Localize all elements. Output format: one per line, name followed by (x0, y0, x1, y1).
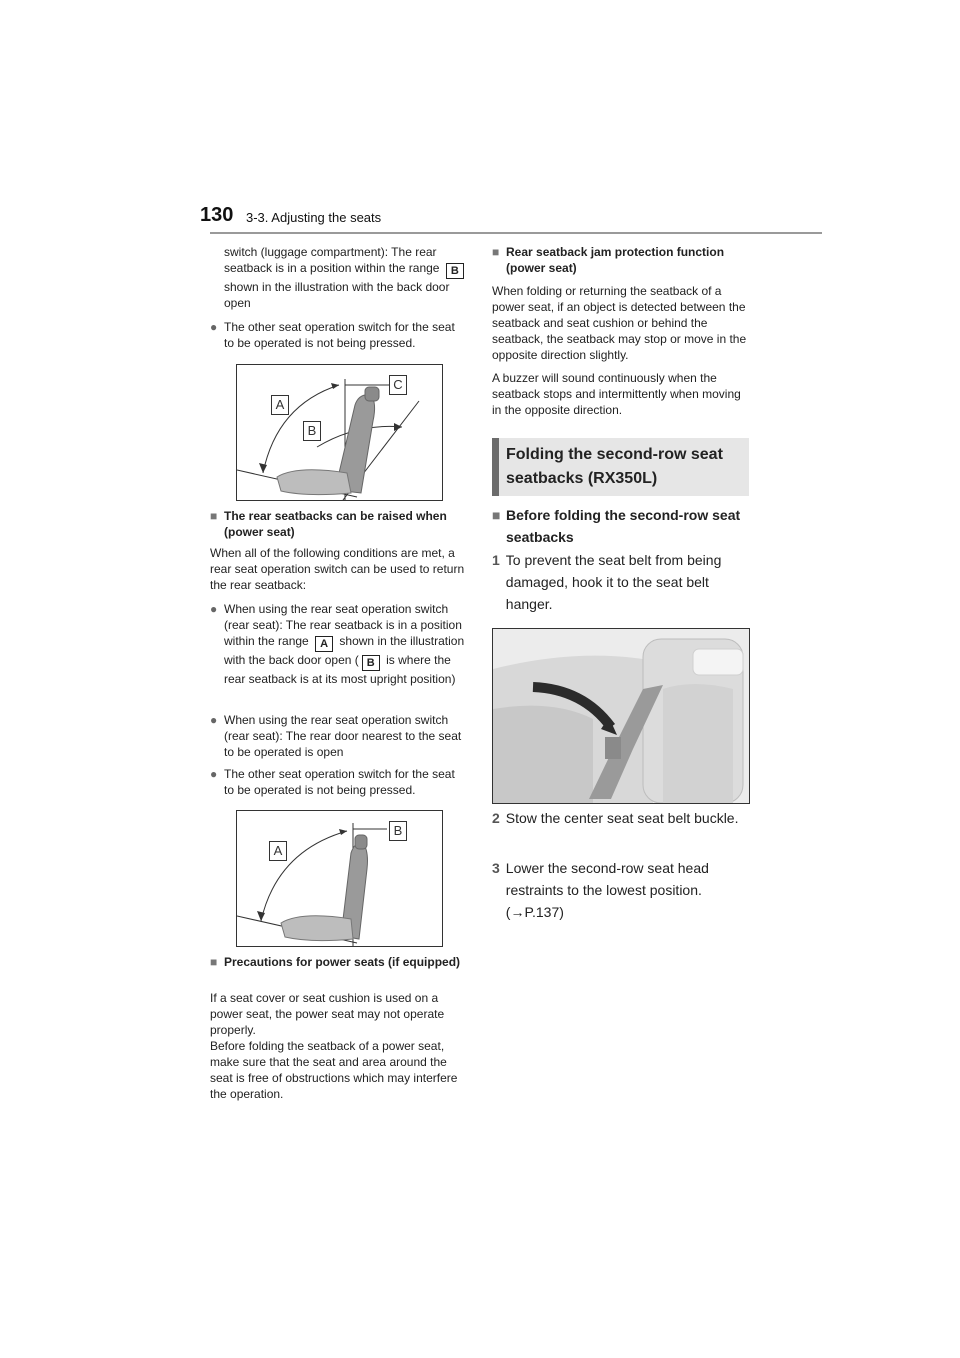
continued-bullet-text (210, 244, 468, 311)
precautions-paragraph-1: If a seat cover or seat cushion is used on a power seat, the power seat may not operate properly. (210, 991, 445, 1037)
page-number: 130 (200, 204, 234, 226)
step-number: 1 (492, 552, 500, 568)
seatback-range-illustration-2 (236, 810, 443, 947)
fold-section-title: Folding the second-row seat seatbacks (RX350L) (506, 446, 723, 487)
square-bullet-icon: ■ (210, 509, 218, 523)
precautions-text (210, 990, 468, 1102)
section-title: 3-3. Adjusting the seats (246, 210, 382, 225)
bullet-text: When using the rear seat operation switch (rear seat): The rear door nearest to the seat to be operated is open (224, 713, 462, 759)
label-a: A (271, 395, 289, 415)
bullet-icon: ● (210, 767, 218, 781)
continued-text-2: shown in the illustration with the back door open (224, 280, 450, 310)
page-reference-link[interactable]: (→P.137) (505, 904, 564, 920)
seat-belt-hanger-illustration (492, 628, 750, 804)
bullet-item (210, 766, 468, 798)
step-2 (492, 807, 750, 829)
bullet-item (210, 319, 468, 351)
heading-jam (492, 244, 750, 276)
bullet-icon: ● (210, 320, 218, 334)
jam-text-2: A buzzer will sound continuously when the seatback stops and intermittently when moving in the opposite direction. (492, 371, 741, 417)
bullet-item (210, 601, 468, 687)
label-c: C (389, 375, 407, 395)
bullet-text: The other seat operation switch for the seat to be operated is not being pressed. (224, 320, 455, 350)
label-b: B (389, 821, 407, 841)
bullet-text-part: When using the rear seat operation switch (rear seat): The rear seatback is in a position within the range (224, 602, 462, 648)
range-b-box: B (446, 263, 464, 279)
bullet-text-part: shown in the illustration with the back door open (224, 634, 465, 667)
step-text-part: Lower the second-row seat head restraints to the lowest position. (505, 860, 709, 898)
step-text: Stow the center seat seat belt buckle. (505, 810, 739, 826)
fold-section-heading (492, 438, 749, 496)
square-bullet-icon: ■ (492, 245, 500, 259)
label-a: A (269, 841, 287, 861)
bullet-text-part: is where the rear seatback is at its most upright position) (224, 653, 456, 686)
square-bullet-icon: ■ (492, 507, 501, 523)
range-b-box: B (362, 655, 380, 671)
step-number: 3 (492, 860, 500, 876)
bullet-text: The other seat operation switch for the seat to be operated is not being pressed. (224, 767, 455, 797)
heading-raise-text: The rear seatbacks can be raised when (power seat) (224, 509, 447, 539)
bullet-icon: ● (210, 713, 218, 727)
step-text: To prevent the seat belt from being damaged, hook it to the seat belt hanger. (505, 552, 722, 612)
heading-precautions-text: Precautions for power seats (if equipped) (224, 955, 461, 969)
heading-bar (492, 438, 499, 496)
step-3 (492, 857, 750, 923)
heading-jam-text: Rear seatback jam protection function (power seat) (506, 245, 725, 275)
continued-text-1: switch (luggage compartment): The rear seatback is in a position within the range (224, 245, 440, 275)
precautions-paragraph-2: Before folding the seatback of a power seat, make sure that the seat and area around the seat is free of obstructions which may interfere the operation. (210, 1039, 458, 1101)
heading-precautions (210, 954, 468, 970)
bullet-text (224, 601, 468, 687)
heading-before-folding (492, 504, 750, 548)
bullet-text-part: ( (354, 653, 359, 667)
bullet-item (210, 712, 468, 760)
range-a-box: A (315, 636, 333, 652)
heading-raise (210, 508, 468, 540)
step-number: 2 (492, 810, 500, 826)
header-rule (210, 232, 822, 234)
heading-before-text: Before folding the second-row seat seatbacks (506, 507, 741, 545)
raise-intro: When all of the following conditions are met, a rear seat operation switch can be used to return the rear seatback: (210, 546, 465, 592)
step-text (506, 857, 750, 923)
square-bullet-icon: ■ (210, 955, 218, 969)
step-1 (492, 549, 750, 615)
label-b: B (303, 421, 321, 441)
jam-text-1: When folding or returning the seatback of a power seat, if an object is detected between the seatback and seat cushion or behind the seatback, the seatback may stop or move in the opposite direction slightly. (492, 284, 747, 362)
bullet-icon: ● (210, 602, 218, 616)
seatback-range-illustration-1 (236, 364, 443, 501)
